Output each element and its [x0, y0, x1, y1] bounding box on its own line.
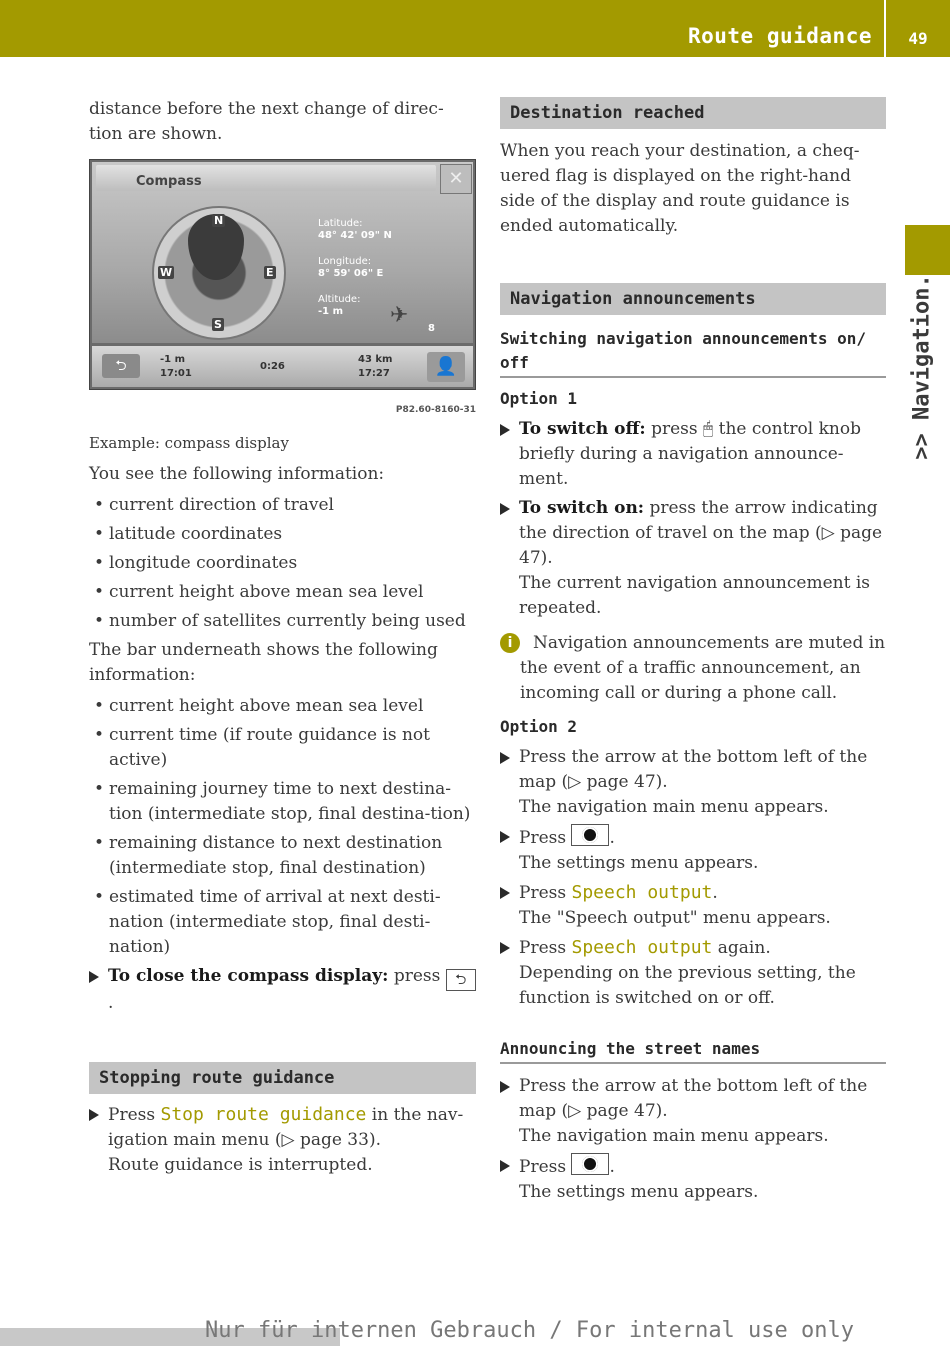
switch-off-step [500, 417, 886, 492]
page-header [0, 0, 950, 57]
step-arrow-icon [500, 831, 510, 843]
switch-on-text: press the arrow indicating the direction of travel on the map (▷ page 47). [519, 498, 883, 568]
bar-time: 17:01 [160, 368, 192, 379]
list-item: • remaining journey time to next destina-tion (intermediate stop, final destina-tion) [89, 777, 476, 827]
info-bullet-list [89, 493, 476, 634]
step-arrow-icon [500, 1160, 510, 1172]
side-tab-marker [905, 225, 950, 275]
list-item: • estimated time of arrival at next desti-nation (intermediate stop, final desti-nation) [89, 885, 476, 960]
list-item: • remaining distance to next destination (intermediate stop, final destination) [89, 831, 476, 881]
list-item: • latitude coordinates [89, 522, 476, 547]
step-arrow-icon [500, 942, 510, 954]
satellite-icon: ✈ [390, 303, 409, 328]
altitude-value: -1 m [318, 306, 344, 317]
intro-text: distance before the next change of direc-tion are shown. [89, 99, 444, 144]
stopping-step-post: in the nav-igation main menu (▷ page 33). [108, 1105, 464, 1150]
speech-output-menu-item: Speech output [571, 937, 713, 958]
list-item: • current time (if route guidance is not active) [89, 723, 476, 773]
you-see-text: You see the following information: [89, 464, 385, 484]
switch-off-pre: press [651, 419, 698, 439]
satellite-count: 8 [428, 323, 435, 334]
option2-step-4: Press Speech output again. Depending on the previous setting, the function is switched on or off. [500, 935, 886, 1011]
close-step-bold: To close the compass display: [108, 966, 389, 986]
info-icon: i [500, 633, 520, 653]
step-arrow-icon [89, 971, 99, 983]
person-icon: 👤 [427, 352, 465, 382]
gps-readout [318, 218, 392, 332]
stopping-step-pre: Press [108, 1105, 156, 1125]
compass-north: N [214, 214, 224, 227]
switching-subheading: Switching navigation announcements on/ off [500, 327, 886, 378]
step-arrow-icon [500, 1081, 510, 1093]
option2-step-3: Press Speech output. The "Speech output" menu appears. [500, 880, 886, 931]
page-number: 49 [908, 29, 928, 48]
switch-on-step [500, 496, 886, 621]
step-arrow-icon [89, 1109, 99, 1121]
switch-off-post: the control knob briefly during a navigation announce-ment. [519, 419, 861, 489]
street-step-2: Press . The settings menu appears. [500, 1153, 886, 1205]
image-caption: Example: compass display [89, 434, 289, 452]
bar-eta: 17:27 [358, 368, 390, 379]
control-knob-icon: 🖱 [703, 419, 714, 439]
list-item: • current direction of travel [89, 493, 476, 518]
longitude-value: 8° 59' 06" E [318, 268, 384, 279]
announcements-heading: Navigation announcements [500, 283, 886, 315]
option1-label: Option 1 [500, 389, 578, 408]
close-step-text: press [393, 966, 441, 986]
switch-off-bold: To switch off: [519, 419, 646, 439]
option2-step-1: Press the arrow at the bottom left of the map (▷ page 47). The navigation main menu appears. [500, 745, 886, 820]
page-title: Route guidance [687, 24, 872, 48]
stopping-heading: Stopping route guidance [89, 1062, 476, 1094]
header-divider [884, 0, 886, 57]
bar-intro-text: The bar underneath shows the following information: [89, 640, 438, 685]
step-arrow-icon [500, 887, 510, 899]
option2-label: Option 2 [500, 717, 578, 736]
option2-step-2: Press . The settings menu appears. [500, 824, 886, 876]
switch-on-bold: To switch on: [519, 498, 645, 518]
compass-west: W [160, 266, 173, 279]
info-text: Navigation announcements are muted in the event of a traffic announcement, an incoming call or during a phone call. [520, 633, 886, 703]
bar-height: -1 m [160, 354, 186, 365]
bar-distance: 43 km [358, 354, 393, 365]
image-code: P82.60-8160-31 [395, 405, 476, 415]
stopping-result: Route guidance is interrupted. [108, 1155, 373, 1175]
bar-bullet-list [89, 694, 476, 960]
latitude-value: 48° 42' 09" N [318, 230, 392, 241]
list-item: • current height above mean sea level [89, 580, 476, 605]
list-item: • current height above mean sea level [89, 694, 476, 719]
step-arrow-icon [500, 503, 510, 515]
close-icon: ✕ [440, 164, 472, 194]
screenshot-status-bar [92, 346, 473, 387]
left-column [89, 97, 476, 1182]
info-note [500, 631, 886, 706]
street-step-1: Press the arrow at the bottom left of the map (▷ page 47). The navigation main menu appears. [500, 1074, 886, 1149]
longitude-label: Longitude: [318, 256, 372, 267]
side-chapter-label: >> Navigation. [909, 274, 935, 460]
destination-heading: Destination reached [500, 97, 886, 129]
footer-watermark: Nur für internen Gebrauch / For internal use only [205, 1318, 855, 1343]
switch-on-result: The current navigation announcement is repeated. [519, 573, 870, 618]
back-key-icon: ⮌ [446, 969, 476, 991]
compass-dial [152, 206, 286, 340]
settings-gear-icon [571, 824, 609, 846]
speech-output-menu-item: Speech output [571, 882, 713, 903]
list-item: • longitude coordinates [89, 551, 476, 576]
settings-gear-icon [571, 1153, 609, 1175]
bar-remaining-time: 0:26 [260, 361, 285, 372]
stopping-step [89, 1102, 476, 1178]
screenshot-titlebar [96, 165, 436, 191]
street-names-subheading: Announcing the street names [500, 1037, 886, 1064]
compass-south: S [214, 318, 222, 331]
compass-east: E [266, 266, 274, 279]
altitude-label: Altitude: [318, 294, 361, 305]
stop-route-guidance-menu-item: Stop route guidance [160, 1104, 367, 1125]
step-arrow-icon [500, 424, 510, 436]
compass-screenshot [89, 159, 476, 390]
close-compass-step: To close the compass display: press ⮌. [89, 964, 476, 1016]
step-arrow-icon [500, 752, 510, 764]
list-item: • number of satellites currently being used [89, 609, 476, 634]
destination-text: When you reach your destination, a cheq-uered flag is displayed on the right-hand side of the display and route guidance is ended automatically. [500, 141, 860, 236]
screenshot-title: Compass [136, 174, 202, 189]
latitude-label: Latitude: [318, 218, 363, 229]
right-column [500, 97, 886, 1209]
back-arrow-icon: ⮌ [102, 354, 140, 378]
